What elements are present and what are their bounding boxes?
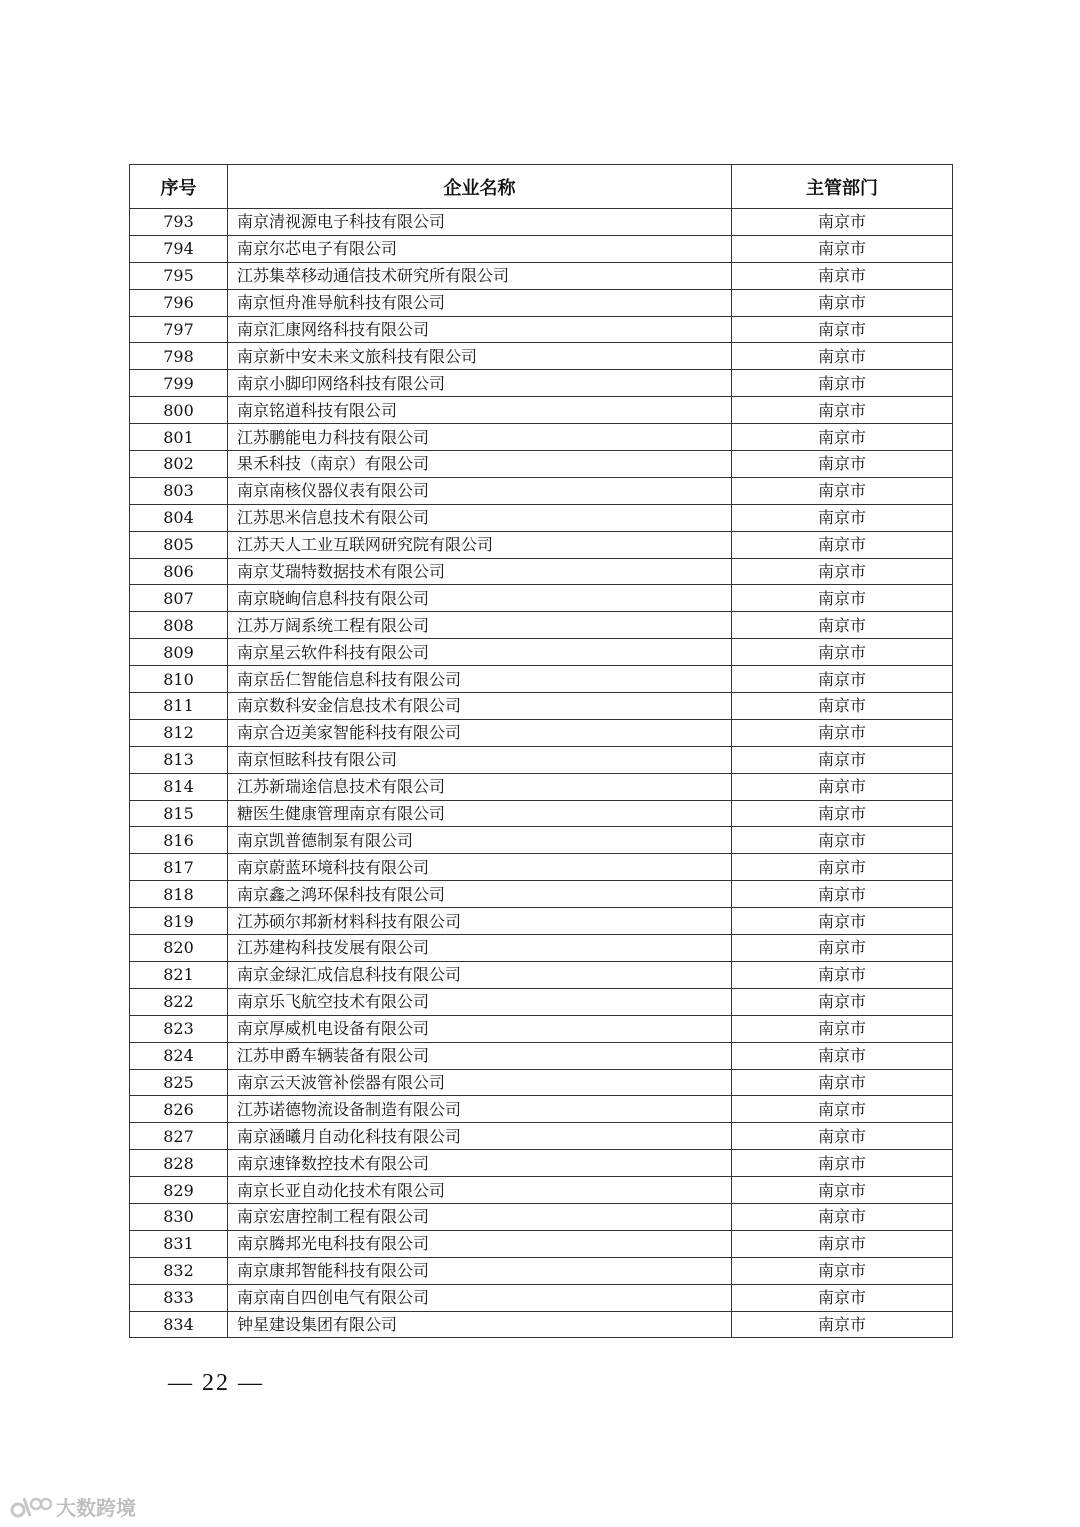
row-no: 825 bbox=[130, 1069, 228, 1096]
row-dept: 南京市 bbox=[732, 1257, 953, 1284]
row-no: 801 bbox=[130, 424, 228, 451]
row-no: 828 bbox=[130, 1150, 228, 1177]
row-company-name: 南京汇康网络科技有限公司 bbox=[228, 316, 732, 343]
table-row bbox=[130, 1042, 953, 1069]
row-dept: 南京市 bbox=[732, 666, 953, 693]
table-row bbox=[130, 1257, 953, 1284]
row-dept: 南京市 bbox=[732, 746, 953, 773]
table-row bbox=[130, 235, 953, 262]
row-no: 834 bbox=[130, 1311, 228, 1338]
row-no: 812 bbox=[130, 719, 228, 746]
table-row bbox=[130, 504, 953, 531]
row-no: 820 bbox=[130, 935, 228, 962]
table-row bbox=[130, 693, 953, 720]
row-dept: 南京市 bbox=[732, 961, 953, 988]
row-dept: 南京市 bbox=[732, 1230, 953, 1257]
row-no: 810 bbox=[130, 666, 228, 693]
row-dept: 南京市 bbox=[732, 397, 953, 424]
table-row bbox=[130, 666, 953, 693]
row-no: 814 bbox=[130, 773, 228, 800]
row-no: 822 bbox=[130, 988, 228, 1015]
row-no: 813 bbox=[130, 746, 228, 773]
table-row bbox=[130, 531, 953, 558]
row-dept: 南京市 bbox=[732, 370, 953, 397]
row-company-name: 南京乐飞航空技术有限公司 bbox=[228, 988, 732, 1015]
row-company-name: 南京恒舟准导航科技有限公司 bbox=[228, 289, 732, 316]
table-row bbox=[130, 316, 953, 343]
row-no: 831 bbox=[130, 1230, 228, 1257]
row-no: 799 bbox=[130, 370, 228, 397]
table-row bbox=[130, 289, 953, 316]
row-no: 833 bbox=[130, 1284, 228, 1311]
row-no: 803 bbox=[130, 477, 228, 504]
row-dept: 南京市 bbox=[732, 935, 953, 962]
table-row bbox=[130, 719, 953, 746]
row-dept: 南京市 bbox=[732, 209, 953, 236]
header-name: 企业名称 bbox=[228, 165, 732, 209]
row-dept: 南京市 bbox=[732, 262, 953, 289]
row-company-name: 南京云天波管补偿器有限公司 bbox=[228, 1069, 732, 1096]
table-row bbox=[130, 1123, 953, 1150]
row-dept: 南京市 bbox=[732, 585, 953, 612]
row-company-name: 钟星建设集团有限公司 bbox=[228, 1311, 732, 1338]
table-row bbox=[130, 773, 953, 800]
watermark-text: 大数跨境 bbox=[56, 1496, 136, 1520]
row-company-name: 江苏建构科技发展有限公司 bbox=[228, 935, 732, 962]
table-row bbox=[130, 1177, 953, 1204]
row-no: 816 bbox=[130, 827, 228, 854]
row-company-name: 糖医生健康管理南京有限公司 bbox=[228, 800, 732, 827]
table-row bbox=[130, 1284, 953, 1311]
row-no: 821 bbox=[130, 961, 228, 988]
row-company-name: 南京尔芯电子有限公司 bbox=[228, 235, 732, 262]
row-dept: 南京市 bbox=[732, 1150, 953, 1177]
company-table bbox=[129, 164, 953, 1338]
row-dept: 南京市 bbox=[732, 1177, 953, 1204]
row-dept: 南京市 bbox=[732, 988, 953, 1015]
row-company-name: 南京合迈美家智能科技有限公司 bbox=[228, 719, 732, 746]
row-dept: 南京市 bbox=[732, 800, 953, 827]
row-no: 802 bbox=[130, 451, 228, 478]
row-dept: 南京市 bbox=[732, 854, 953, 881]
table-row bbox=[130, 854, 953, 881]
row-company-name: 南京南核仪器仪表有限公司 bbox=[228, 477, 732, 504]
table-row bbox=[130, 1311, 953, 1338]
row-no: 798 bbox=[130, 343, 228, 370]
row-dept: 南京市 bbox=[732, 424, 953, 451]
row-no: 805 bbox=[130, 531, 228, 558]
row-dept: 南京市 bbox=[732, 1311, 953, 1338]
row-no: 829 bbox=[130, 1177, 228, 1204]
row-no: 795 bbox=[130, 262, 228, 289]
table-row bbox=[130, 451, 953, 478]
row-company-name: 江苏万阔系统工程有限公司 bbox=[228, 612, 732, 639]
row-dept: 南京市 bbox=[732, 531, 953, 558]
row-company-name: 南京数科安金信息技术有限公司 bbox=[228, 693, 732, 720]
table-row bbox=[130, 746, 953, 773]
row-dept: 南京市 bbox=[732, 1069, 953, 1096]
row-company-name: 南京恒眩科技有限公司 bbox=[228, 746, 732, 773]
table-row bbox=[130, 935, 953, 962]
row-dept: 南京市 bbox=[732, 1042, 953, 1069]
row-company-name: 南京铭道科技有限公司 bbox=[228, 397, 732, 424]
table-row bbox=[130, 639, 953, 666]
row-no: 804 bbox=[130, 504, 228, 531]
row-dept: 南京市 bbox=[732, 504, 953, 531]
row-dept: 南京市 bbox=[732, 316, 953, 343]
row-no: 830 bbox=[130, 1203, 228, 1230]
row-no: 819 bbox=[130, 908, 228, 935]
row-dept: 南京市 bbox=[732, 693, 953, 720]
row-dept: 南京市 bbox=[732, 1123, 953, 1150]
table-row bbox=[130, 424, 953, 451]
row-dept: 南京市 bbox=[732, 827, 953, 854]
row-no: 806 bbox=[130, 558, 228, 585]
row-company-name: 南京星云软件科技有限公司 bbox=[228, 639, 732, 666]
table-row bbox=[130, 477, 953, 504]
table-row bbox=[130, 881, 953, 908]
row-company-name: 南京涵曦月自动化科技有限公司 bbox=[228, 1123, 732, 1150]
row-company-name: 江苏诺德物流设备制造有限公司 bbox=[228, 1096, 732, 1123]
row-company-name: 南京清视源电子科技有限公司 bbox=[228, 209, 732, 236]
row-dept: 南京市 bbox=[732, 343, 953, 370]
table-row bbox=[130, 1015, 953, 1042]
table-row bbox=[130, 209, 953, 236]
row-dept: 南京市 bbox=[732, 451, 953, 478]
table-row bbox=[130, 1150, 953, 1177]
row-dept: 南京市 bbox=[732, 773, 953, 800]
row-company-name: 江苏新瑞途信息技术有限公司 bbox=[228, 773, 732, 800]
row-dept: 南京市 bbox=[732, 719, 953, 746]
row-no: 796 bbox=[130, 289, 228, 316]
dashuju-logo-icon bbox=[10, 1494, 52, 1520]
row-company-name: 江苏申爵车辆装备有限公司 bbox=[228, 1042, 732, 1069]
row-no: 823 bbox=[130, 1015, 228, 1042]
row-company-name: 江苏集萃移动通信技术研究所有限公司 bbox=[228, 262, 732, 289]
row-company-name: 江苏鹏能电力科技有限公司 bbox=[228, 424, 732, 451]
table-body bbox=[130, 209, 953, 1338]
table-row bbox=[130, 558, 953, 585]
row-company-name: 南京小脚印网络科技有限公司 bbox=[228, 370, 732, 397]
row-company-name: 南京晓峋信息科技有限公司 bbox=[228, 585, 732, 612]
row-dept: 南京市 bbox=[732, 558, 953, 585]
table-row bbox=[130, 343, 953, 370]
row-company-name: 南京宏唐控制工程有限公司 bbox=[228, 1203, 732, 1230]
row-no: 818 bbox=[130, 881, 228, 908]
table-row bbox=[130, 397, 953, 424]
table-row bbox=[130, 800, 953, 827]
table-row bbox=[130, 1230, 953, 1257]
row-company-name: 南京岳仁智能信息科技有限公司 bbox=[228, 666, 732, 693]
row-company-name: 江苏思米信息技术有限公司 bbox=[228, 504, 732, 531]
row-no: 826 bbox=[130, 1096, 228, 1123]
row-no: 827 bbox=[130, 1123, 228, 1150]
row-company-name: 南京蔚蓝环境科技有限公司 bbox=[228, 854, 732, 881]
table-row bbox=[130, 827, 953, 854]
table-row bbox=[130, 908, 953, 935]
row-dept: 南京市 bbox=[732, 289, 953, 316]
row-company-name: 南京鑫之鸿环保科技有限公司 bbox=[228, 881, 732, 908]
row-no: 832 bbox=[130, 1257, 228, 1284]
table-row bbox=[130, 262, 953, 289]
row-dept: 南京市 bbox=[732, 639, 953, 666]
row-no: 807 bbox=[130, 585, 228, 612]
row-dept: 南京市 bbox=[732, 1096, 953, 1123]
row-company-name: 南京腾邦光电科技有限公司 bbox=[228, 1230, 732, 1257]
row-dept: 南京市 bbox=[732, 612, 953, 639]
row-no: 808 bbox=[130, 612, 228, 639]
row-company-name: 南京长亚自动化技术有限公司 bbox=[228, 1177, 732, 1204]
row-no: 817 bbox=[130, 854, 228, 881]
table-row bbox=[130, 961, 953, 988]
row-dept: 南京市 bbox=[732, 908, 953, 935]
table-row bbox=[130, 1203, 953, 1230]
row-no: 800 bbox=[130, 397, 228, 424]
row-company-name: 南京南自四创电气有限公司 bbox=[228, 1284, 732, 1311]
table-row bbox=[130, 370, 953, 397]
row-dept: 南京市 bbox=[732, 881, 953, 908]
page-number: — 22 — bbox=[168, 1370, 264, 1396]
row-company-name: 南京康邦智能科技有限公司 bbox=[228, 1257, 732, 1284]
row-company-name: 南京新中安未来文旅科技有限公司 bbox=[228, 343, 732, 370]
row-dept: 南京市 bbox=[732, 235, 953, 262]
row-company-name: 南京艾瑞特数据技术有限公司 bbox=[228, 558, 732, 585]
row-no: 811 bbox=[130, 693, 228, 720]
table-row bbox=[130, 1069, 953, 1096]
row-company-name: 江苏硕尔邦新材料科技有限公司 bbox=[228, 908, 732, 935]
table-header-row bbox=[130, 165, 953, 209]
row-company-name: 果禾科技（南京）有限公司 bbox=[228, 451, 732, 478]
row-no: 794 bbox=[130, 235, 228, 262]
row-company-name: 江苏天人工业互联网研究院有限公司 bbox=[228, 531, 732, 558]
table-row bbox=[130, 988, 953, 1015]
row-dept: 南京市 bbox=[732, 1203, 953, 1230]
row-dept: 南京市 bbox=[732, 1015, 953, 1042]
row-company-name: 南京凯普德制泵有限公司 bbox=[228, 827, 732, 854]
row-company-name: 南京金绿汇成信息科技有限公司 bbox=[228, 961, 732, 988]
table-row bbox=[130, 1096, 953, 1123]
row-company-name: 南京速锋数控技术有限公司 bbox=[228, 1150, 732, 1177]
watermark bbox=[10, 1492, 136, 1521]
row-dept: 南京市 bbox=[732, 477, 953, 504]
row-no: 809 bbox=[130, 639, 228, 666]
row-no: 824 bbox=[130, 1042, 228, 1069]
row-dept: 南京市 bbox=[732, 1284, 953, 1311]
row-company-name: 南京厚威机电设备有限公司 bbox=[228, 1015, 732, 1042]
row-no: 815 bbox=[130, 800, 228, 827]
table-row bbox=[130, 585, 953, 612]
row-no: 797 bbox=[130, 316, 228, 343]
header-dept: 主管部门 bbox=[732, 165, 953, 209]
table-row bbox=[130, 612, 953, 639]
row-no: 793 bbox=[130, 209, 228, 236]
header-no: 序号 bbox=[130, 165, 228, 209]
